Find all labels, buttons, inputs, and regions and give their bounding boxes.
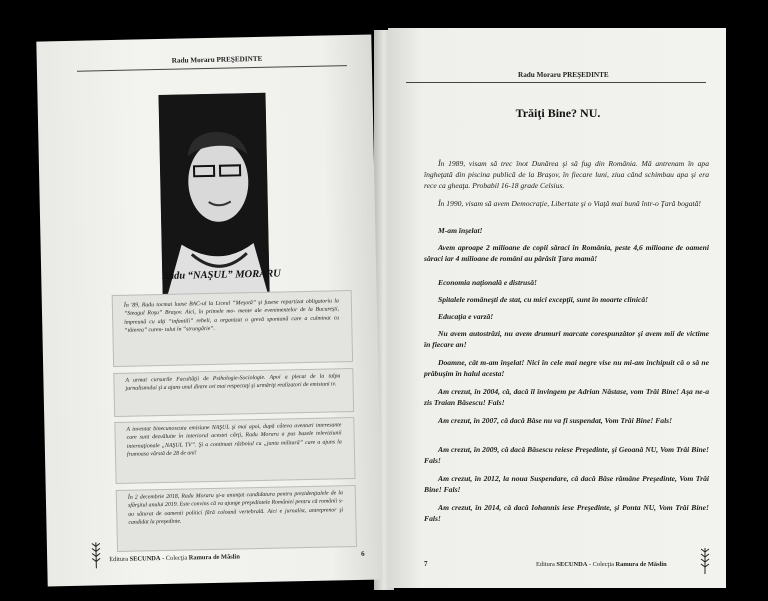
header-rule: [77, 65, 347, 72]
olive-branch-icon: [700, 546, 710, 574]
article-paragraph: Doamne, cât m-am înşelat! Nici în cele mai negre vise nu mi-am închipuit că o să ne prăbuşim în halul acesta!: [424, 358, 709, 379]
article-paragraph: În 1990, visam să avem Democraţie, Libertate şi o Viaţă mai bună într-o Ţară bogată!: [438, 199, 701, 208]
footer-series: Ramura de Măslin: [188, 553, 240, 562]
article-paragraph: Spitalele româneşti de stat, cu mici excepţii, sunt în moarte clinică!: [438, 295, 649, 304]
article-paragraph: M-am înşelat!: [438, 226, 483, 235]
bio-paragraph: În 2 decembrie 2018, Radu Moraru şi-a anunţat candidatura pentru prezidenţialele de la sfârşitul anului 2019. Este convins că va ajunge preşedintele României pentru că românii s-au săturat de oamenii politici fără coloană vertebrală. Aici e jurnalist, antreprenor şi candidat la preşedinte.: [127, 490, 344, 526]
right-page-title: Trăiţi Bine? NU.: [515, 106, 601, 120]
footer-mid: - Colecţia: [160, 554, 189, 563]
footer-brand: SECUNDA: [556, 561, 588, 568]
article-paragraph: Am crezut, în 2014, că dacă Iohannis iese Preşedinte, şi Ponta NU, Vom Trăi Bine! Fals!: [424, 503, 709, 524]
olive-branch-icon: [91, 540, 102, 568]
article-paragraph: Educaţia e varză!: [438, 312, 494, 321]
header-rule: [406, 82, 706, 83]
article-paragraph: Am crezut, în 2004, că, dacă îl învingem pe Adrian Năstase, vom Trăi Bine! Aşa ne-a zis Traian Băsescu! Fals!: [424, 387, 709, 408]
right-page: [388, 28, 726, 588]
bio-paragraph: A inventat binecunoscuta emisiune NAŞUL şi mai apoi, după câteva aventuri interesante care sunt dezvăluite în interiorul acestei cărţi, Radu Moraru a pus bazele televiziunii internaţionale „NAŞUL TV”. Şi a continuat războiul cu „junta militară” care a ajuns la frumoasa vârstă de 28 de ani!: [126, 422, 342, 458]
right-page-footer: [536, 561, 667, 568]
footer-mid: - Colecţia: [587, 561, 616, 568]
left-page-number: 6: [361, 549, 365, 558]
right-page-number: 7: [424, 560, 428, 568]
left-page: [36, 35, 382, 587]
footer-series: Ramura de Măslin: [615, 561, 667, 568]
bio-paragraph: A urmat cursurile Facultăţii de Psihologie-Sociologie. Apoi a plecat de la talpa jurnalismului şi a ajuns unul dintre cei mai respectaţi şi urmăriţi realizatori de emisiuni tv.: [125, 373, 341, 393]
left-page-footer: [109, 553, 240, 563]
article-paragraph: Am crezut, în 2012, la noua Suspendare, că dacă Băse rămâne Preşedinte, Vom Trăi Bine! Fals!: [424, 474, 709, 495]
article-paragraph: Avem aproape 2 milioane de copii săraci în România, peste 4,6 milioane de oameni săraci iar 4 milioane de români au părăsit Ţara mamă!: [424, 243, 709, 264]
left-page-header: Radu Moraru PREŞEDINTE: [171, 54, 263, 65]
right-page-header: Radu Moraru PREŞEDINTE: [518, 71, 609, 79]
left-page-title: Radu “NAŞUL” MORARU: [161, 268, 281, 282]
footer-prefix: Editura: [536, 561, 555, 568]
footer-prefix: Editura: [109, 555, 129, 564]
footer-brand: SECUNDA: [129, 555, 161, 563]
article-paragraph: Am crezut, în 2009, că dacă Băsescu reiese Preşedinte, şi Geoană NU, Vom Trăi Bine! Fals!: [424, 445, 709, 466]
article-paragraph: În 1989, visam să trec înot Dunărea şi să fug din România. Mă antrenam în apa îngheţată din piscina publică de la Braşov, în fiecare luni, ziua când schimbau apa şi era rece ca gheaţa. Probabil 16-18 grade Celsius.: [424, 159, 709, 191]
author-portrait: [158, 93, 269, 295]
article-paragraph: Nu avem autostrăzi, nu avem drumuri marcate corespunzător şi avem mii de victime în fiecare an!: [424, 329, 709, 350]
article-paragraph: Economia naţională e distrusă!: [438, 278, 537, 287]
bio-paragraph: În '89, Radu tocmai luase BAC-ul la Liceul “Meşotă” şi fusese repartizat obligatoriu la “Steagul Roşu” Braşov. Aici, în primele mo- mente ale evenimentelor de la Bucureşti, împreună cu alţi “infantili” rebeli, a organizat o grevă spontană care a culminat cu “tăierea” curen- tului în “strungărie”.: [123, 298, 340, 335]
article-paragraph: Am crezut, în 2007, că dacă Băse nu va fi suspendat, Vom Trăi Bine! Fals!: [438, 416, 673, 425]
